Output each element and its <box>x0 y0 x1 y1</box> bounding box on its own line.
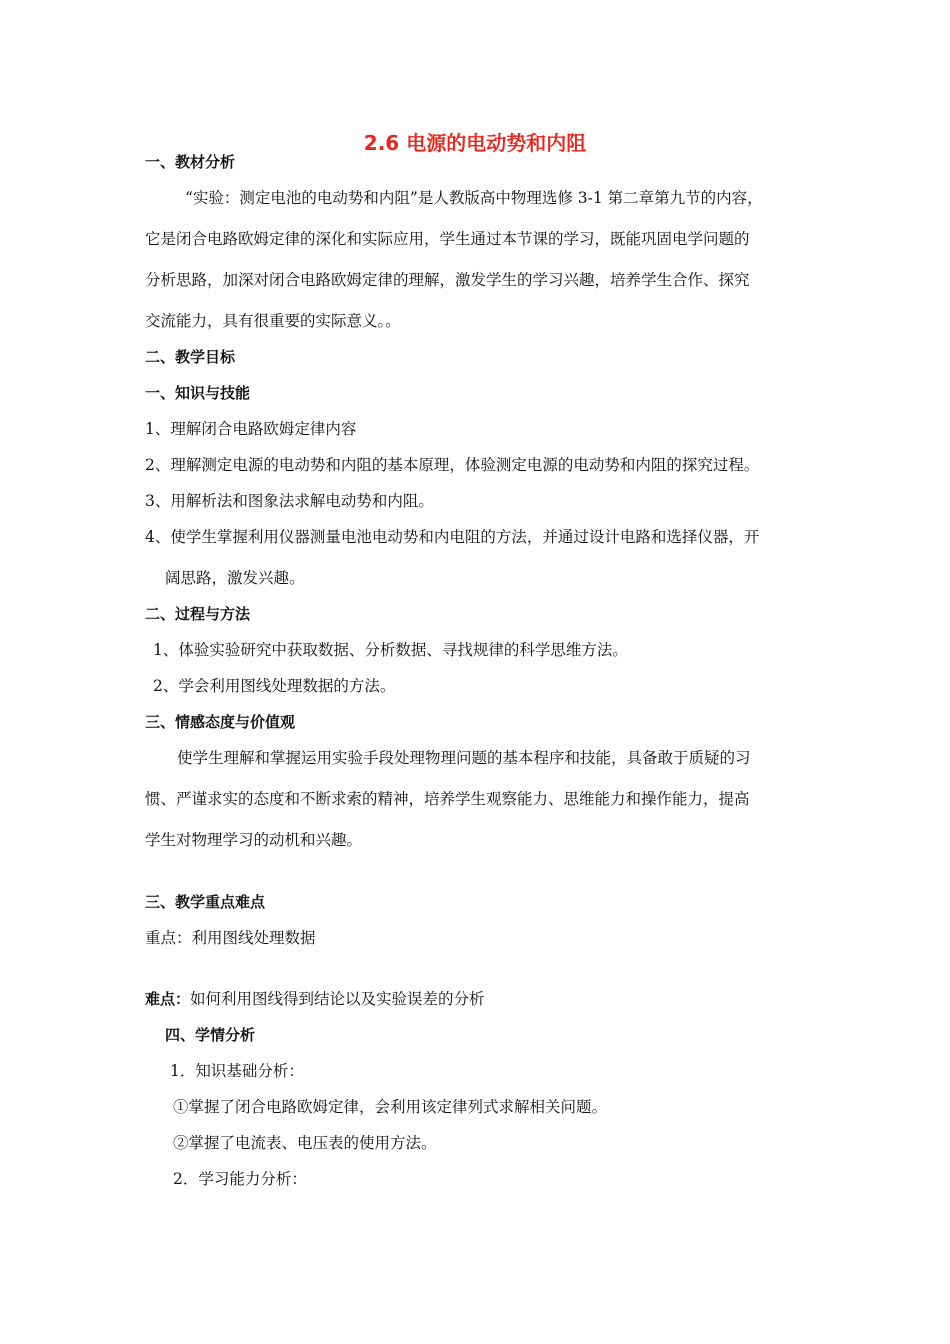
subheading-process-methods: 二、过程与方法 <box>145 605 251 623</box>
section-heading-learner-analysis: 四、学情分析 <box>165 1026 256 1044</box>
paragraph-line: 它是闭合电路欧姆定律的深化和实际应用，学生通过本节课的学习，既能巩固电学问题的 <box>145 230 750 248</box>
difficulty-label: 难点： <box>145 990 191 1008</box>
section-heading-teaching-objectives: 二、教学目标 <box>145 348 236 366</box>
paragraph-line: 学生对物理学习的动机和兴趣。 <box>145 831 363 849</box>
list-item: 2、理解测定电源的电动势和内阻的基本原理，体验测定电源的电动势和内阻的探究过程。 <box>145 456 760 474</box>
list-item: 1、理解闭合电路欧姆定律内容 <box>145 420 357 438</box>
list-subitem: ②掌握了电流表、电压表的使用方法。 <box>173 1134 437 1152</box>
list-item-continuation: 阔思路，激发兴趣。 <box>165 569 305 587</box>
paragraph-line: 使学生理解和掌握运用实验手段处理物理问题的基本程序和技能，具备敢于质疑的习 <box>177 749 751 767</box>
subheading-attitudes-values: 三、情感态度与价值观 <box>145 713 296 731</box>
list-item: 1、体验实验研究中获取数据、分析数据、寻找规律的科学思维方法。 <box>153 641 628 659</box>
list-item: 4、使学生掌握利用仪器测量电池电动势和内电阻的方法，并通过设计电路和选择仪器，开 <box>145 528 760 546</box>
list-item: 3、用解析法和图象法求解电动势和内阻。 <box>145 492 434 510</box>
paragraph-line: 惯、严谨求实的态度和不断求索的精神，培养学生观察能力、思维能力和操作能力，提高 <box>145 790 750 808</box>
page-title: 2.6 电源的电动势和内阻 <box>363 131 587 155</box>
list-item: 2、学会利用图线处理数据的方法。 <box>153 677 396 695</box>
list-item: 1．知识基础分析： <box>170 1062 304 1080</box>
paragraph-line: “实验：测定电池的电动势和内阻”是人教版高中物理选修 3-1 第二章第九节的内容， <box>185 189 763 207</box>
list-item: 2．学习能力分析： <box>173 1170 307 1188</box>
key-point-text: 重点：利用图线处理数据 <box>145 929 316 947</box>
paragraph-line: 分析思路，加深对闭合电路欧姆定律的理解，激发学生的学习兴趣，培养学生合作、探究 <box>145 271 750 289</box>
list-subitem: ①掌握了闭合电路欧姆定律，会利用该定律列式求解相关问题。 <box>173 1098 608 1116</box>
difficulty-line <box>145 989 485 1009</box>
paragraph-line: 交流能力，具有很重要的实际意义。。 <box>145 312 401 330</box>
section-heading-key-points: 三、教学重点难点 <box>145 893 266 911</box>
subheading-knowledge-skills: 一、知识与技能 <box>145 384 251 402</box>
section-heading-textbook-analysis: 一、教材分析 <box>145 153 236 171</box>
difficulty-text: 如何利用图线得到结论以及实验误差的分析 <box>190 990 485 1008</box>
